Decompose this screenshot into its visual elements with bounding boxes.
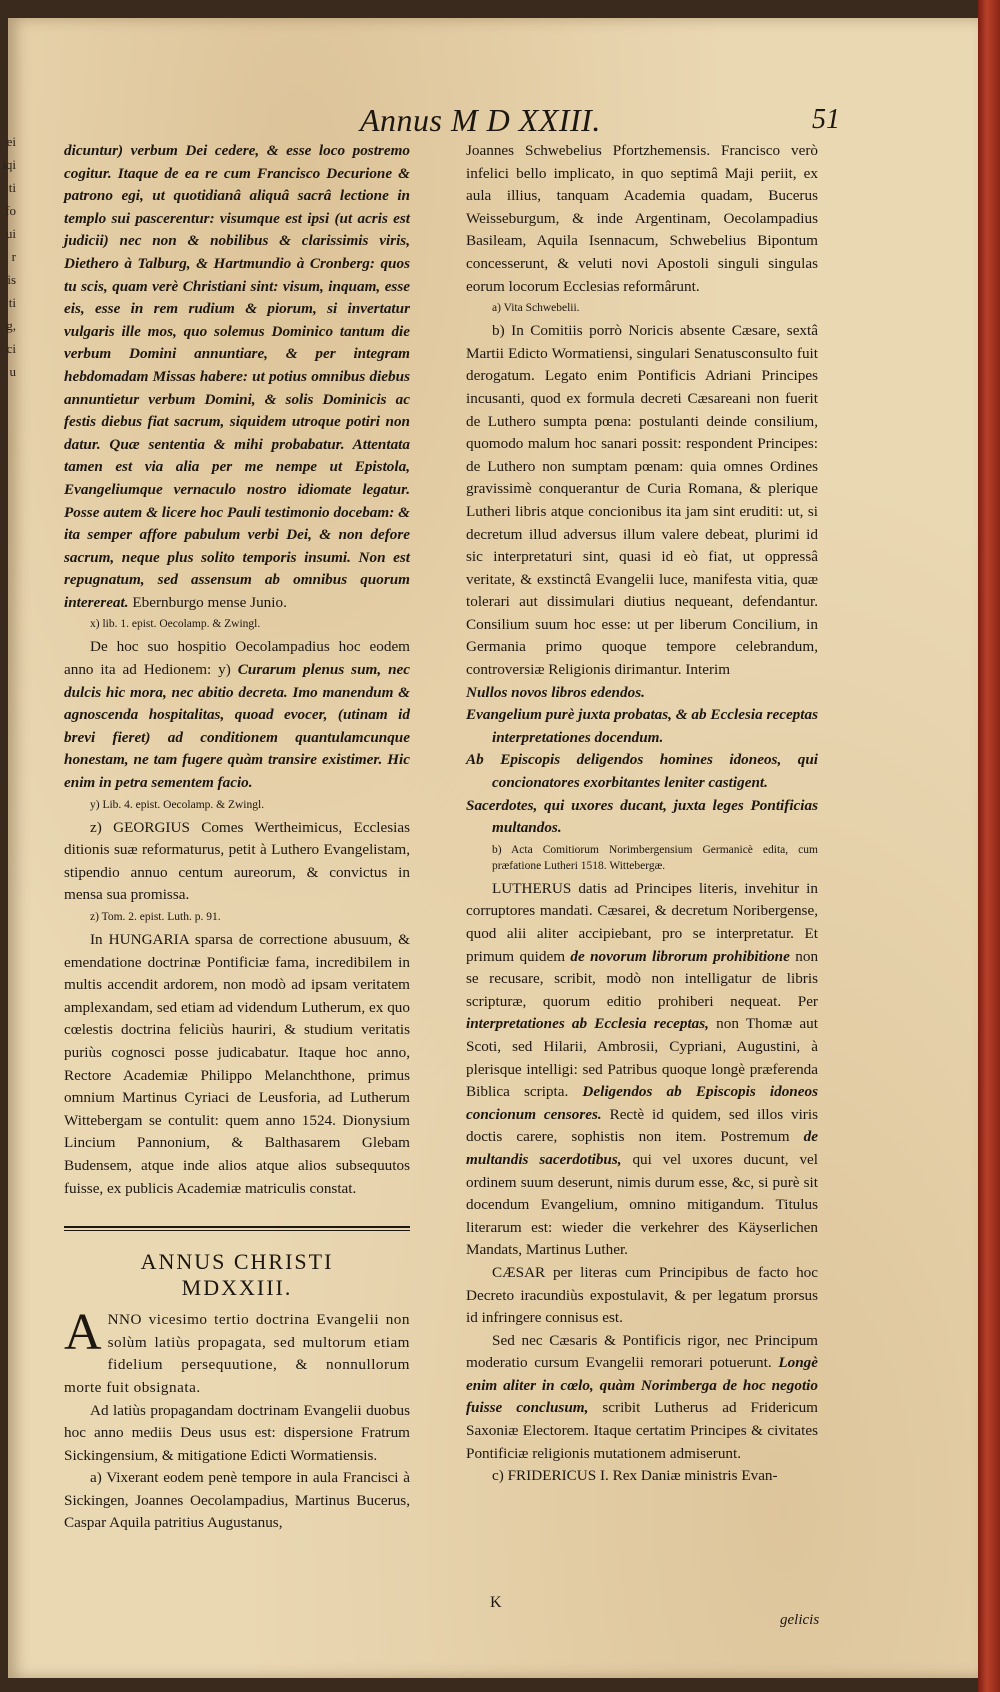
- gutter-fragment: fo: [5, 203, 16, 218]
- paragraph: a) Vixerant eodem penè tempore in aula Francisci à Sickingen, Joannes Oecolampadius, Martinus Bucerus, Caspar Aquila patritius Augustanus,: [64, 1469, 410, 1532]
- paragraph: Sed nec Cæsaris & Pontificis rigor, nec Principum moderatio cursum Evangelii remorari potuerunt. Longè enim aliter in cœlo, quàm Norimberga de hoc negotio fuisse conclusum, scribit Lutherus ad Fridericum Saxoniæ Electorem. Itaque certatim Principes & civitates Pontificiæ religionis mutationem admiserunt.: [466, 1331, 818, 1462]
- drop-cap: A: [64, 1304, 102, 1362]
- footnote: a) Vita Schwebelii.: [492, 302, 580, 315]
- gutter-fragments: [0, 130, 16, 390]
- footnote: b) Acta Comitiorum Norimbergensium Germanicè edita, cum præfatione Lutheri 1518. Wittebergæ.: [492, 843, 818, 872]
- paragraph: LUTHERUS datis ad Principes literis, invehitur in corruptores mandati. Cæsarei, & decretum Noribergense, quod alii aliter accipiebant, pro se interpretatur. Et primum quidem de novorum librorum prohibitione non se recusare, scribit, modò non intelligatur de libris scripturæ, quorum editio prohiberi nequeat. Per interpretationes ab Ecclesia receptas, non Thomæ aut Scoti, sed Hilarii, Ambrosii, Cypriani, Augustini, à plerisque intelligi: sed Patribus quoque longè præferenda Biblica scripta. Deligendos ab Episcopis idoneos concionum censores. Rectè id quidem, sed illos viris doctis carere, sophistis non item. Postremum de multandis sacerdotibus, qui vel uxores ducunt, vel ordinem suum deserunt, nimis durum esse, &c, si purè sit docendum Evangelium, omnino mitigandum. Titulus literarum est: wieder die verkehrer des Käyserlichen Mandats, Martinus Luther.: [466, 879, 819, 1259]
- running-head: Annus M D XXIII.: [360, 102, 601, 138]
- paragraph: dicuntur) verbum Dei cedere, & esse loco postremo cogitur. Itaque de ea re cum Francisco Decurione & patrono egi, ut quotidianâ aliquâ sacrâ lectione in templo sui pascerentur: visumque est ipsi (ut acris est judicii) nec non & nobilibus & clarissimis viris, Diethero à Talburg, & Hartmundio à Cronberg: quos tu scis, quam verè Christiani sint: visum, inquam, esse eis, esse in rem rudium & piorum, si invertatur vulgaris ille mos, quo solemus Dominico tantum die verbum Domini annuntiare, & per integram hebdomadam Missas habere: ut potius omnibus diebus annuntietur verbum Domini, & solis Dominicis ac festis diebus fiat sacrum, siquidem utroque potiri non datur. Quæ sententia & mihi probabatur. Attentata tamen est via alia per me nempe ut Epistola, Evangeliumque vernaculo nostro idiomate legatur. Posse autem & licere hoc Pauli testimonio docebam: & ita semper affore pabulum verbi Dei, & non defore sacrum, neque plus solito temporis insumi. Non est repugnatum, sed assensum ab omnibus quorum interereat. Ebernburgo mense Junio.: [64, 142, 410, 611]
- paragraph: Joannes Schwebelius Pfortzhemensis. Francisco verò infelici bello implicato, in quo septimâ Maji periit, ex aula illius, tanquam Academia quadam, Bucerus Weisseburgum, & inde Argentinam, Oecolampadius Basileam, Aquila Isennacum, Schwebelius Bipontum concesserunt, & veluti novi Apostoli singuli singulas eorum locorum Ecclesias reformârunt.: [466, 142, 818, 295]
- list-item: Evangelium purè juxta probatas, & ab Ecclesia receptas interpretationes docendum.: [466, 706, 818, 746]
- gutter-fragment: ui: [5, 226, 16, 241]
- gutter-fragment: u: [9, 364, 16, 379]
- paragraph: b) In Comitiis porrò Noricis absente Cæsare, sextâ Martii Edicto Wormatiensi, singulari Senatusconsulto fuit derogatum. Legato enim Pontificis Adriani Principes incusanti, quod ex formula decreti Cæsareani non fuerit de Luthero sumpta pœna: postulanti deinde consilium, quomodo malum hoc sanari possit: respondent Principes: de Luthero non sumptam pœnam: quia omnes Ordines gravissimè conquerantur de Curia Romana, & plerique Lutheri libris atque concionibus ita jam sint eruditi: ut, si decretum illud adversus illum valere debeat, plurimi id sic interpretaturi sint, quasi id eò fiat, ut oppressâ veritate, & exstinctâ Evangelii luce, manifesta vitia, quæ tolerari aut dissimulari diutius nequeant, defendantur. Consilium suum hoc esse: ut per liberum Concilium, in Germania primo quoque tempore celebrandum, controversiæ Religionis dirimantur. Interim: [466, 322, 818, 679]
- left-column: [64, 140, 410, 1535]
- list-item: Nullos novos libros edendos.: [466, 683, 645, 701]
- gutter-fragment: iqi: [2, 157, 16, 172]
- catchword: gelicis: [780, 1612, 820, 1628]
- section-title: MDXXIII.: [181, 1275, 293, 1301]
- paragraph: CÆSAR per literas cum Principibus de facto hoc Decreto iracundiùs expostulavit, & per legatum prorsus id infringere connisus est.: [466, 1263, 818, 1327]
- gutter-fragment: g,: [6, 318, 16, 333]
- paragraph: De hoc suo hospitio Oecolampadius hoc eodem anno ita ad Hedionem: y) Curarum plenus sum, nec dulcis hic mora, nec abitio decreta. Imo manendum & agnoscenda hospitalitas, quoad evocer, (utinam id brevi fieret) ad conditionem quantulamcunque honestam, ne tam fugere quàm transire existimer. Hic enim in petra sementem facio.: [64, 638, 410, 792]
- gutter-fragment: ti: [8, 180, 16, 195]
- right-column: [466, 140, 818, 1488]
- page-number: 51: [812, 104, 840, 135]
- paragraph: c) FRIDERICUS I. Rex Daniæ ministris Evan-: [492, 1467, 778, 1485]
- footnote: x) lib. 1. epist. Oecolamp. & Zwingl.: [90, 618, 261, 631]
- list-item: Ab Episcopis deligendos homines idoneos, qui concionatores exorbitantes leniter castigent.: [466, 751, 818, 792]
- paragraph: z) GEORGIUS Comes Wertheimicus, Ecclesias ditionis suæ reformaturus, petit à Luthero Evangelistam, stipendio annuo centum aureorum, & convictus in mensa sua promissa.: [64, 818, 410, 904]
- gutter-fragment: is: [7, 272, 16, 287]
- gutter-fragment: ci: [6, 341, 16, 356]
- list-item: Sacerdotes, qui uxores ducant, juxta leges Pontificias multandos.: [466, 796, 818, 837]
- paragraph: In HUNGARIA sparsa de correctione abusuum, & emendatione doctrinæ Pontificiæ fama, incredibilem in multis accendit ardorem, non modò ad ipsam veritatem amplexandam, sed etiam ad videndum Lutherum, ex quo cœlestis doctrina feliciùs hauriri, & studium veritatis puriùs cognosci posse judicabatur. Itaque hoc anno, Rectore Academiæ Philippo Melanchthone, primus omnium Martinus Cyriaci de Leusforia, ad Lutherum Wittebergam se contulit: quem anno 1524. Dionysium Lincium Pannonium, & Balthasarem Glebam Budensem, atque inde alios atque alios subsequutos fuisse, ex publicis Academiæ matriculis constat.: [64, 931, 410, 1197]
- gutter-fragment: ti: [8, 295, 16, 310]
- section-rule: [64, 1226, 410, 1231]
- gutter-fragment: r: [11, 249, 16, 264]
- gutter-fragment: ei: [6, 134, 16, 149]
- footnote: y) Lib. 4. epist. Oecolamp. & Zwingl.: [90, 798, 265, 811]
- paragraph: A NNO vicesimo tertio doctrina Evangelii non solùm latiùs propagata, sed multorum etiam fidelium persequutione, & nonnullorum morte fuit obsignata.: [64, 1304, 410, 1396]
- page-edge: [978, 0, 1000, 1692]
- signature-mark: K: [490, 1594, 502, 1611]
- footnote: z) Tom. 2. epist. Luth. p. 91.: [90, 911, 221, 923]
- section-title: ANNUS CHRISTI: [140, 1249, 334, 1275]
- paragraph: Ad latiùs propagandam doctrinam Evangelii duobus hoc anno mediis Deus usus est: dispersione Fratrum Sickingensium, & mitigatione Edicti Wormatiensis.: [64, 1401, 410, 1464]
